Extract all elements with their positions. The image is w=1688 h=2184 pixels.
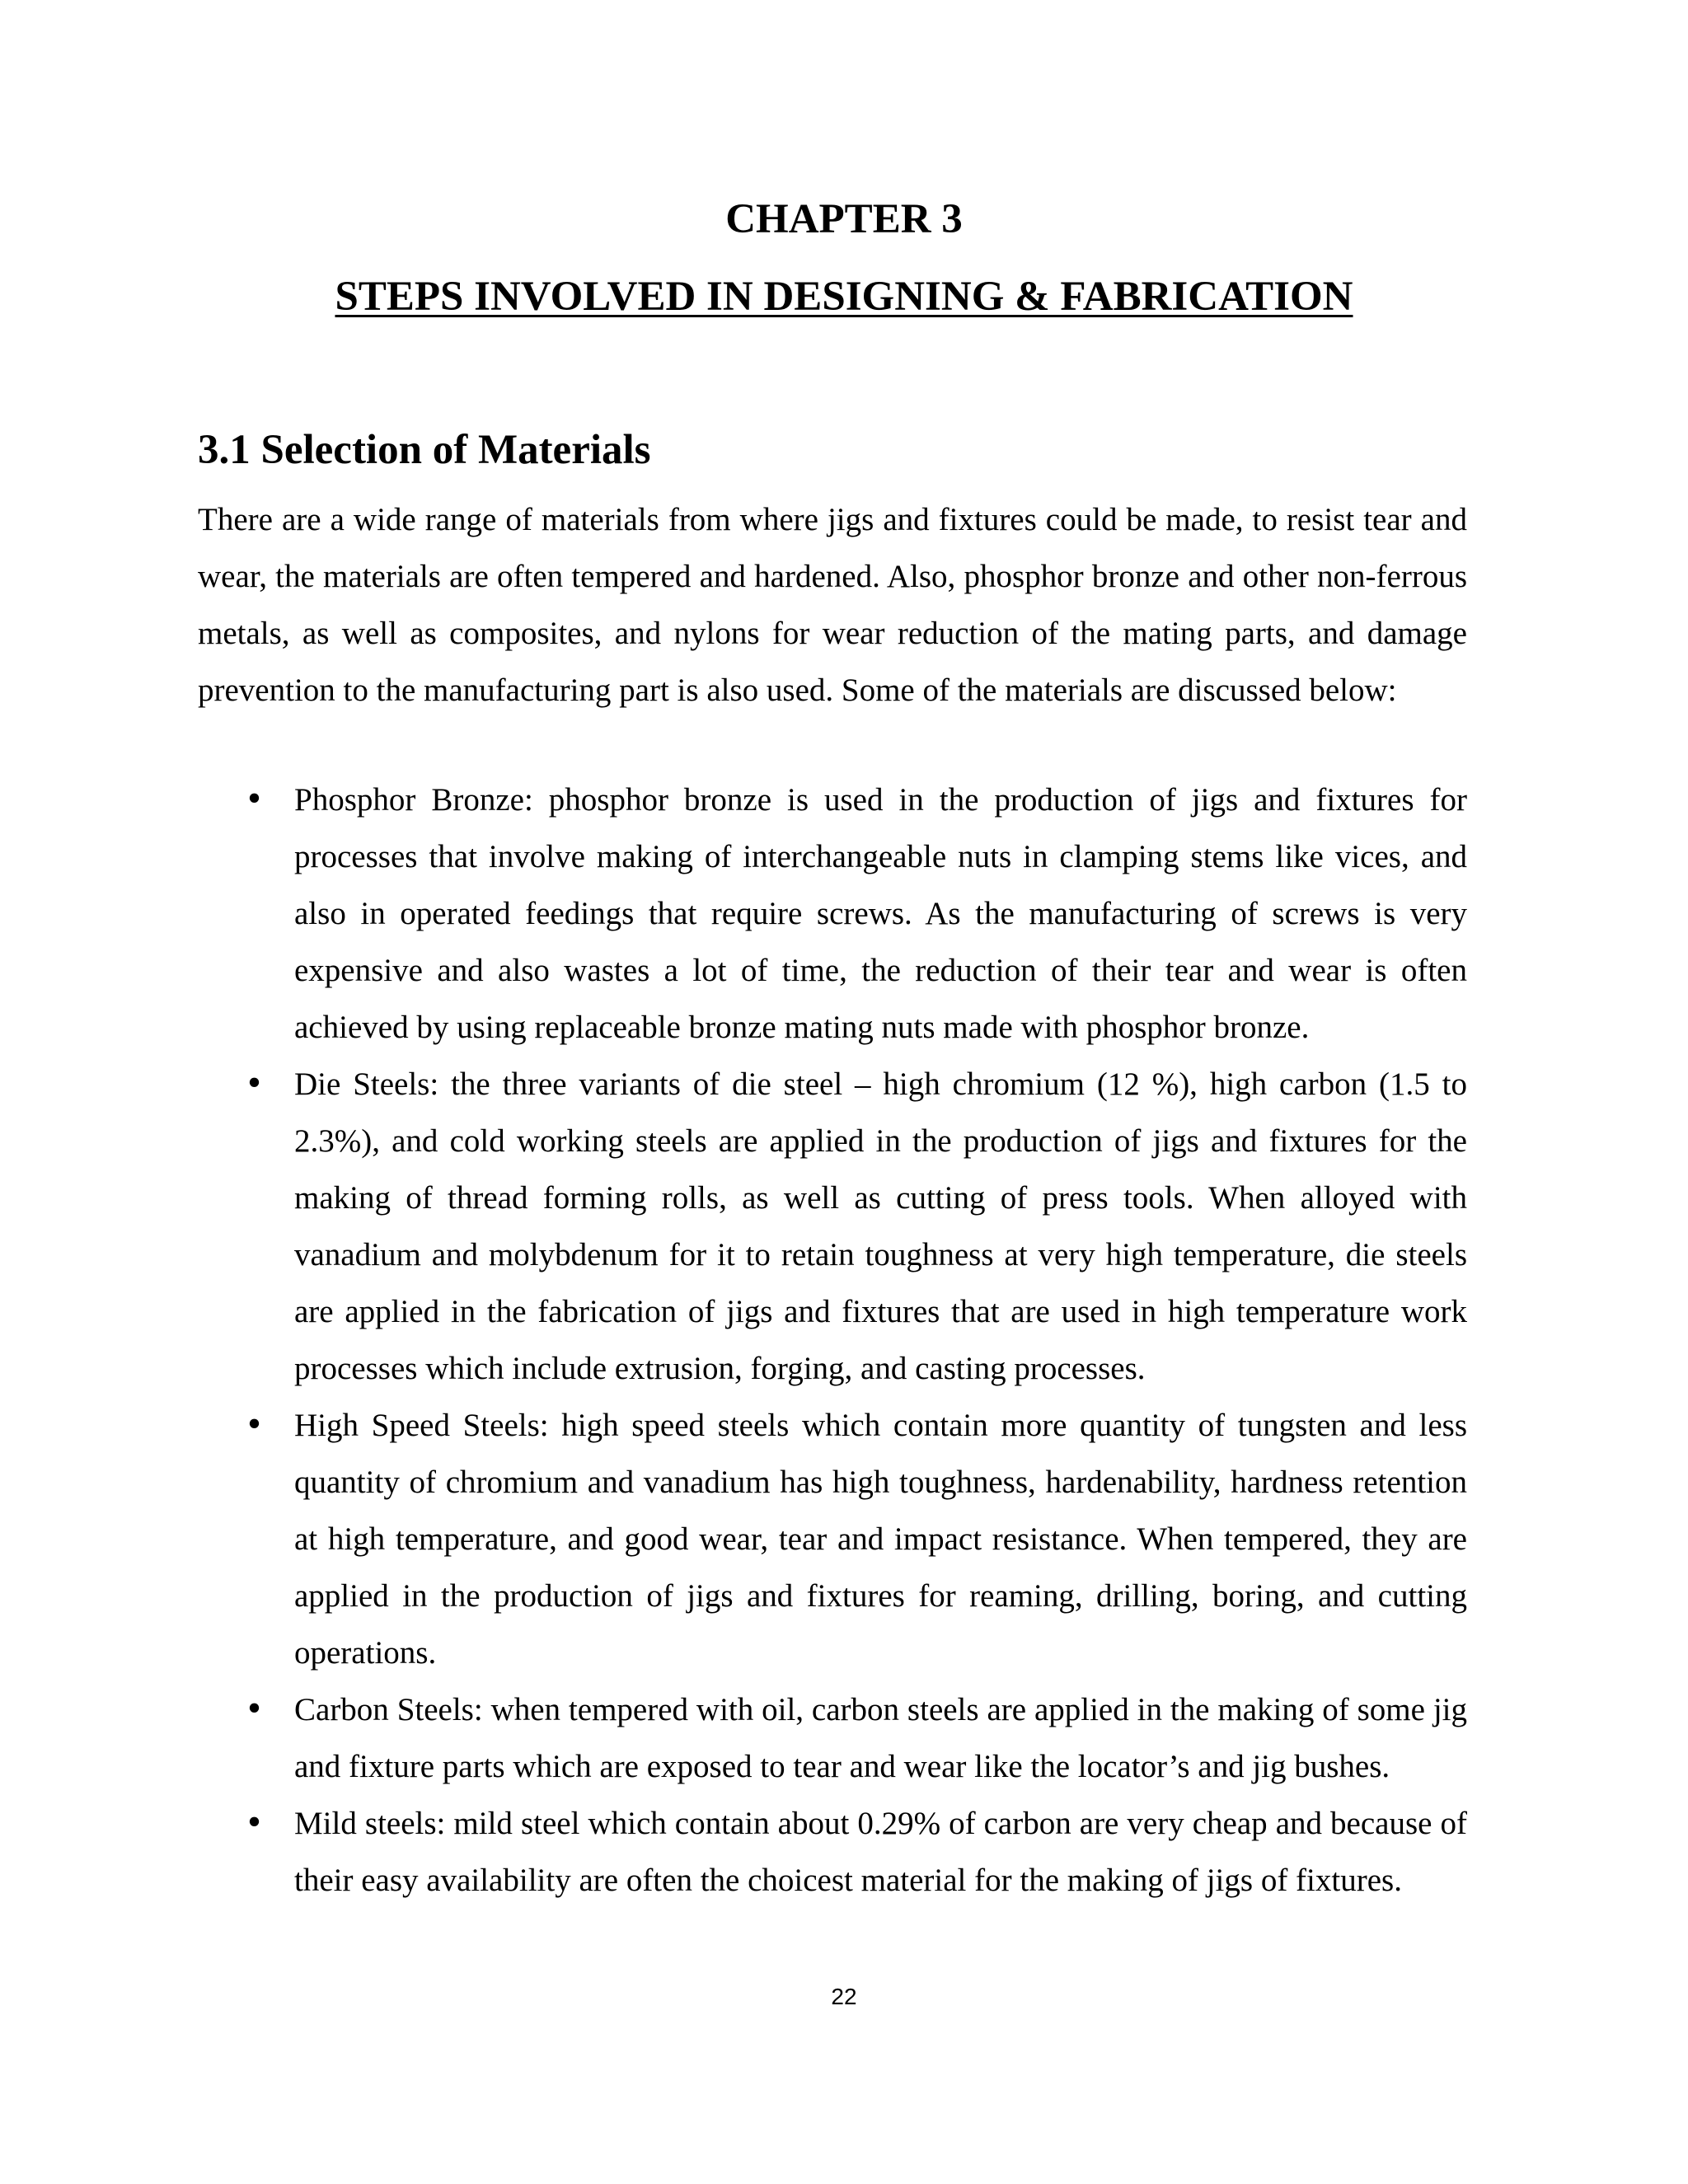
list-item-carbon-steels	[198, 1681, 1467, 1795]
intro-paragraph: There are a wide range of materials from where jigs and fixtures could be made, to resist tear and wear, the materials are often tempered and hardened. Also, phosphor bronze and other non-ferrous metals, as well as composites, and nylons for wear reduction of the mating parts, and damage prevention to the manufacturing part is also used. Some of the materials are discussed below:	[198, 502, 1467, 708]
list-item-text: Mild steels: mild steel which contain about 0.29% of carbon are very cheap and because of their easy availability are often the choicest material for the making of jigs of fixtures.	[294, 1806, 1467, 1898]
list-item-text: High Speed Steels: high speed steels which contain more quantity of tungsten and less quantity of chromium and vanadium has high toughness, hardenability, hardness retention at high temperature, and good wear, tear and impact resistance. When tempered, they are applied in the production of jigs and fixtures for reaming, drilling, boring, and cutting operations.	[294, 1408, 1467, 1671]
bullet-icon: •	[245, 1805, 265, 1842]
list-item-mild-steels	[198, 1795, 1467, 1909]
bullet-icon: •	[245, 1066, 265, 1103]
list-item-phosphor-bronze	[198, 771, 1467, 1056]
page-number: 22	[831, 1984, 857, 2009]
chapter-number: CHAPTER 3	[725, 196, 963, 242]
chapter-title: STEPS INVOLVED IN DESIGNING & FABRICATION	[335, 274, 1353, 320]
list-item-high-speed-steels	[198, 1397, 1467, 1681]
list-item-text: Carbon Steels: when tempered with oil, carbon steels are applied in the making of some jig and fixture parts which are exposed to tear and wear like the locator’s and jig bushes.	[294, 1692, 1467, 1784]
list-item-text: Die Steels: the three variants of die steel – high chromium (12 %), high carbon (1.5 to 2.3%), and cold working steels are applied in the production of jigs and fixtures for the making of thread forming rolls, as well as cutting of press tools. When alloyed with vanadium and molybdenum for it to retain toughness at very high temperature, die steels are applied in the fabrication of jigs and fixtures that are used in high temperature work processes which include extrusion, forging, and casting processes.	[294, 1066, 1467, 1386]
list-item-text: Phosphor Bronze: phosphor bronze is used in the production of jigs and fixtures for processes that involve making of interchangeable nuts in clamping stems like vices, and also in operated feedings that require screws. As the manufacturing of screws is very expensive and also wastes a lot of time, the reduction of their tear and wear is often achieved by using replaceable bronze mating nuts made with phosphor bronze.	[294, 782, 1467, 1045]
section-heading: 3.1 Selection of Materials	[198, 427, 651, 473]
bullet-icon: •	[245, 781, 265, 818]
bullet-icon: •	[245, 1691, 265, 1728]
materials-list	[198, 771, 1467, 1909]
list-item-die-steels	[198, 1056, 1467, 1397]
bullet-icon: •	[245, 1407, 265, 1444]
